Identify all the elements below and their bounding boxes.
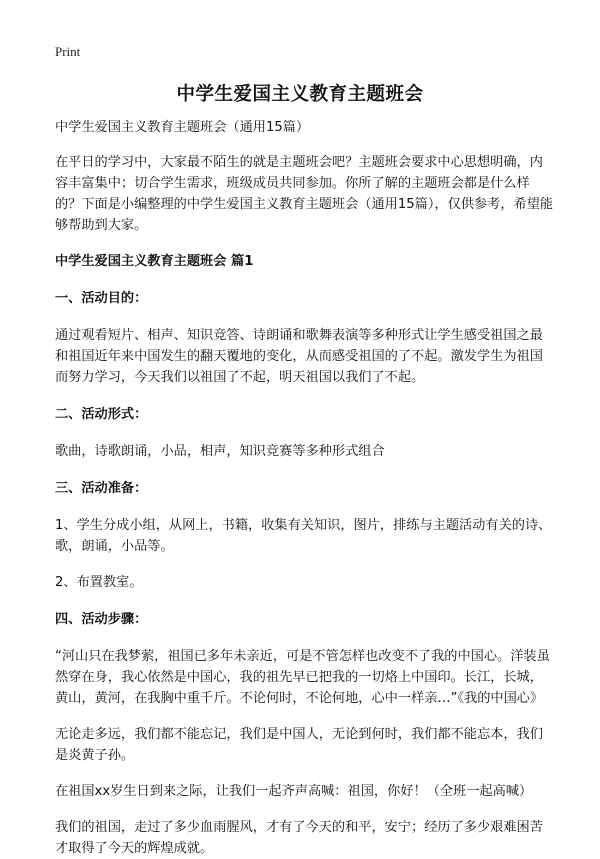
section-text-form: 歌曲，诗歌朗诵，小品，相声，知识竞赛等多种形式组合: [55, 444, 385, 459]
document-body: [55, 117, 555, 859]
section-heading-prep: 三、活动准备：: [55, 481, 148, 496]
section-heading-steps: 四、活动步骤：: [55, 612, 148, 627]
steps-paragraph-3: 在祖国xx岁生日到来之际，让我们一起齐声高喊：祖国，你好！（全班一起高喊）: [55, 784, 533, 799]
prep-item-1: 1、学生分成小组，从网上，书籍，收集有关知识，图片，排练与主题活动有关的诗、歌，朗诵，小品等。: [55, 518, 552, 554]
section-heading-goal: 一、活动目的：: [55, 291, 148, 306]
section-text-goal: 通过观看短片、相声、知识竞答、诗朗诵和歌舞表演等多种形式让学生感受祖国之最和祖国近年来中国发生的翻天覆地的变化，从而感受祖国的了不起。激发学生为祖国而努力学习，今天我们以祖国了不起，明天祖国以我们了不起。: [55, 328, 543, 385]
page-title: 中学生爱国主义教育主题班会: [176, 84, 424, 105]
article-heading: 中学生爱国主义教育主题班会 篇1: [55, 254, 254, 269]
steps-paragraph-2: 无论走多远，我们都不能忘记，我们是中国人，无论到何时，我们都不能忘本，我们是炎黄子孙。: [55, 727, 543, 763]
steps-paragraph-1: “河山只在我梦萦，祖国已多年未亲近，可是不管怎样也改变不了我的中国心。洋装虽然穿在身，我心依然是中国心，我的祖先早已把我的一切烙上中国印。长江，长城，黄山，黄河，在我胸中重千斤。不论何时，不论何地，心中一样亲…”《我的中国心》: [55, 649, 550, 706]
document-subtitle: 中学生爱国主义教育主题班会（通用15篇）: [55, 120, 310, 135]
intro-paragraph: 在平日的学习中，大家最不陌生的就是主题班会吧？主题班会要求中心思想明确，内容丰富集中；切合学生需求，班级成员共同参加。你所了解的主题班会都是什么样的？下面是小编整理的中学生爱国主义教育主题班会（通用15篇），仅供参考，希望能够帮助到大家。: [55, 155, 554, 233]
steps-paragraph-4: 我们的祖国，走过了多少血雨腥风，才有了今天的和平，安宁；经历了多少艰难困苦才取得了今天的辉煌成就。: [55, 820, 543, 856]
section-heading-form: 二、活动形式：: [55, 407, 148, 422]
print-link[interactable]: Print: [55, 44, 81, 59]
prep-item-2: 2、布置教室。: [55, 575, 143, 590]
